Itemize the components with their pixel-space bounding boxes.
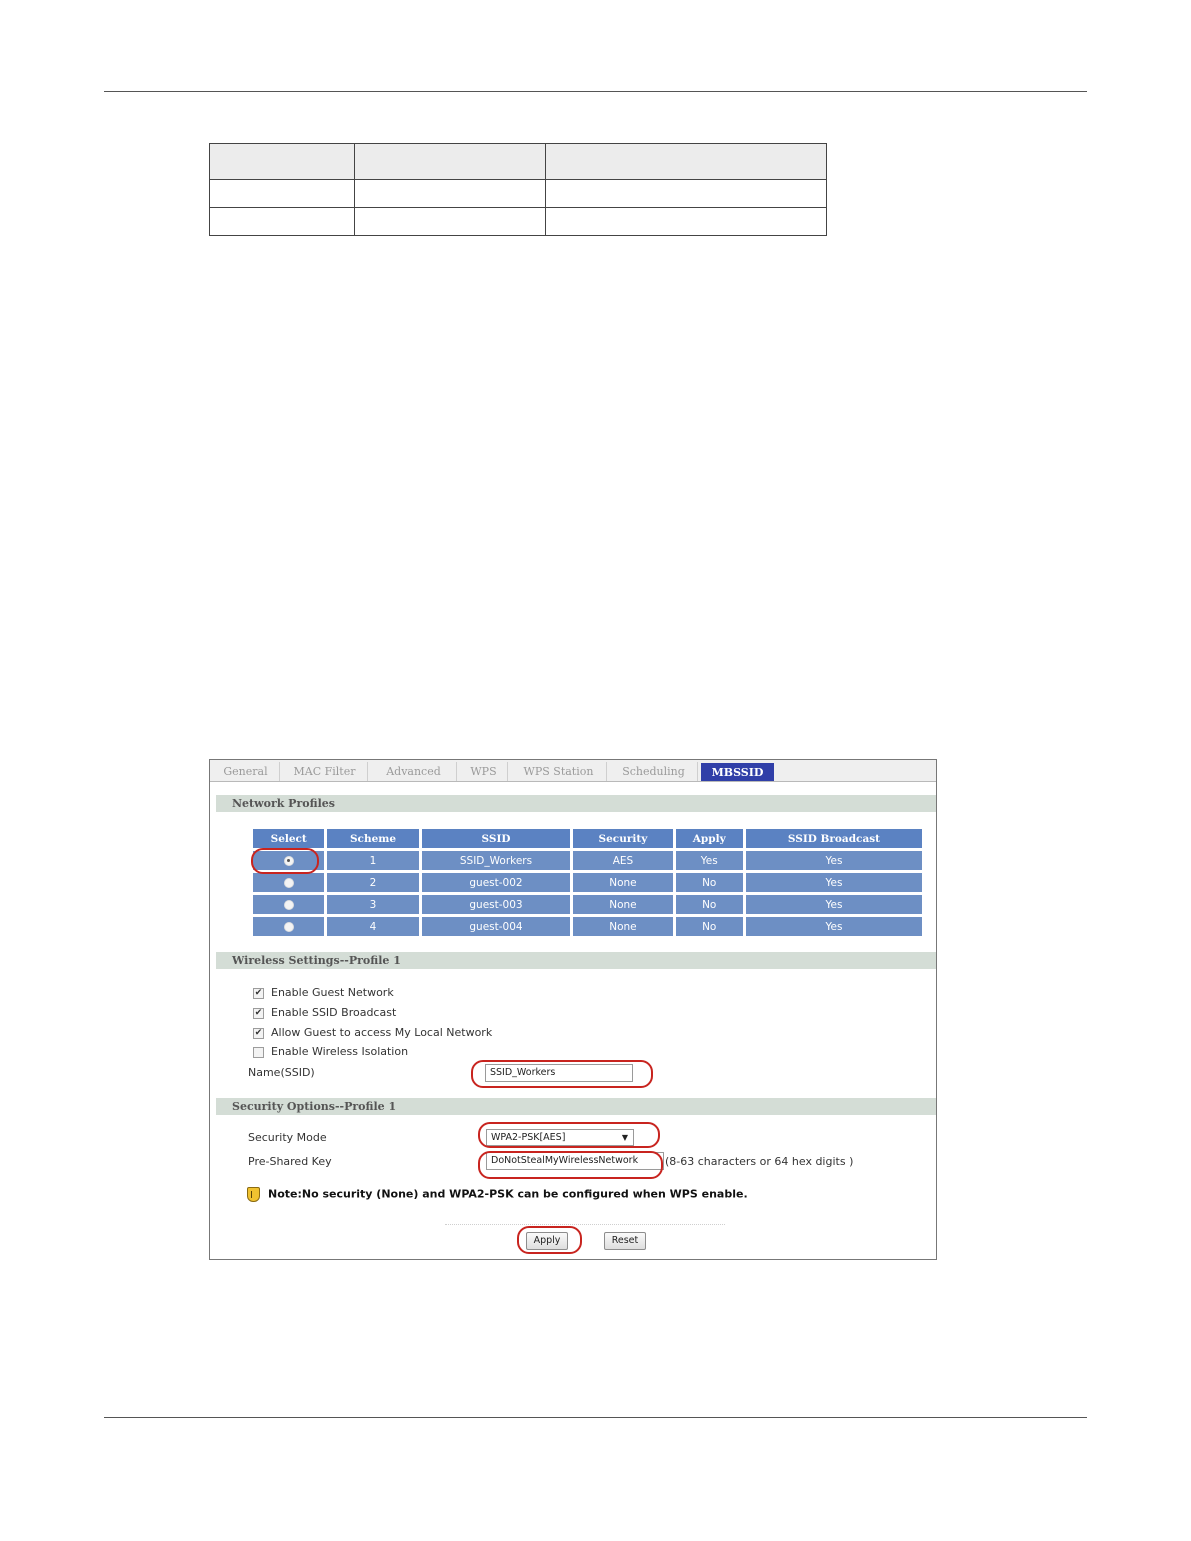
profile-radio-3[interactable] xyxy=(284,900,294,910)
enable-guest-network-checkbox[interactable]: ✔ xyxy=(254,987,263,998)
checkbox-row-wireless-isolation xyxy=(253,1044,408,1060)
security-mode-value: WPA2-PSK[AES] xyxy=(491,1132,566,1143)
apply-cell: No xyxy=(676,895,743,914)
page-footer-rule xyxy=(104,1417,1087,1418)
broadcast-cell: Yes xyxy=(746,917,922,936)
select-cell xyxy=(253,851,324,870)
enable-ssid-broadcast-checkbox[interactable]: ✔ xyxy=(254,1007,263,1018)
tab-wps[interactable]: WPS xyxy=(460,762,508,781)
pre-shared-key-label: Pre-Shared Key xyxy=(248,1155,332,1168)
tab-wps-station[interactable]: WPS Station xyxy=(511,762,607,781)
wps-note xyxy=(247,1187,748,1202)
table-row xyxy=(253,895,922,914)
security-cell: None xyxy=(573,873,672,892)
reset-button[interactable]: Reset xyxy=(604,1232,646,1250)
allow-guest-local-network-label: Allow Guest to access My Local Network xyxy=(271,1026,493,1039)
ssid-cell: SSID_Workers xyxy=(422,851,571,870)
apply-cell: Yes xyxy=(676,851,743,870)
profile-radio-2[interactable] xyxy=(284,878,294,888)
col-ssid-broadcast: SSID Broadcast xyxy=(746,829,922,848)
profile-radio-4[interactable] xyxy=(284,922,294,932)
scheme-cell: 3 xyxy=(327,895,418,914)
network-profiles-table xyxy=(250,826,925,939)
apply-cell: No xyxy=(676,873,743,892)
select-cell xyxy=(253,917,324,936)
tab-bar xyxy=(210,760,936,782)
security-cell: None xyxy=(573,917,672,936)
tab-scheduling[interactable]: Scheduling xyxy=(610,762,698,781)
pre-shared-key-hint: (8-63 characters or 64 hex digits ) xyxy=(665,1155,854,1168)
document-table xyxy=(209,143,827,236)
note-text: Note:No security (None) and WPA2-PSK can be configured when WPS enable. xyxy=(268,1187,748,1201)
tab-mbssid[interactable]: MBSSID xyxy=(701,763,774,781)
broadcast-cell: Yes xyxy=(746,851,922,870)
col-select: Select xyxy=(253,829,324,848)
checkbox-row-enable-guest-network xyxy=(253,985,394,1001)
tab-advanced[interactable]: Advanced xyxy=(371,762,457,781)
scheme-cell: 2 xyxy=(327,873,418,892)
pre-shared-key-input[interactable]: DoNotStealMyWirelessNetwork xyxy=(486,1152,664,1170)
tab-mac-filter[interactable]: MAC Filter xyxy=(282,762,368,781)
apply-cell: No xyxy=(676,917,743,936)
name-ssid-label: Name(SSID) xyxy=(248,1066,315,1079)
security-cell: AES xyxy=(573,851,672,870)
profile-radio-1[interactable] xyxy=(284,856,294,866)
security-mode-label: Security Mode xyxy=(248,1131,327,1144)
col-security: Security xyxy=(573,829,672,848)
table-row xyxy=(253,873,922,892)
scheme-cell: 1 xyxy=(327,851,418,870)
scheme-cell: 4 xyxy=(327,917,418,936)
section-security-options: Security Options--Profile 1 xyxy=(216,1098,936,1115)
checkbox-row-enable-ssid-broadcast xyxy=(253,1005,396,1021)
section-network-profiles: Network Profiles xyxy=(216,795,936,812)
ssid-cell: guest-003 xyxy=(422,895,571,914)
ssid-cell: guest-002 xyxy=(422,873,571,892)
enable-ssid-broadcast-label: Enable SSID Broadcast xyxy=(271,1006,397,1019)
page-header-rule xyxy=(104,91,1087,92)
enable-wireless-isolation-label: Enable Wireless Isolation xyxy=(271,1045,409,1058)
select-cell xyxy=(253,895,324,914)
select-cell xyxy=(253,873,324,892)
allow-guest-local-network-checkbox[interactable]: ✔ xyxy=(254,1027,263,1038)
col-scheme: Scheme xyxy=(327,829,418,848)
apply-button[interactable]: Apply xyxy=(526,1232,568,1250)
document-table-header-row xyxy=(210,144,827,180)
table-row xyxy=(253,851,922,870)
dropdown-arrow-icon: ▼ xyxy=(621,1133,628,1142)
tab-general[interactable]: General xyxy=(212,762,280,781)
section-wireless-settings: Wireless Settings--Profile 1 xyxy=(216,952,936,969)
divider xyxy=(445,1224,725,1225)
enable-guest-network-label: Enable Guest Network xyxy=(271,986,394,999)
checkbox-row-allow-guest-local xyxy=(253,1025,492,1041)
enable-wireless-isolation-checkbox[interactable] xyxy=(253,1047,264,1058)
table-row xyxy=(253,917,922,936)
mbssid-screenshot-panel xyxy=(209,759,937,1260)
document-table-row xyxy=(210,208,827,236)
broadcast-cell: Yes xyxy=(746,873,922,892)
security-mode-select[interactable] xyxy=(486,1129,634,1146)
broadcast-cell: Yes xyxy=(746,895,922,914)
col-apply: Apply xyxy=(676,829,743,848)
note-icon xyxy=(247,1187,260,1202)
document-table-row xyxy=(210,180,827,208)
security-cell: None xyxy=(573,895,672,914)
ssid-name-input[interactable]: SSID_Workers xyxy=(485,1064,633,1082)
profiles-header-row xyxy=(253,829,922,848)
ssid-cell: guest-004 xyxy=(422,917,571,936)
col-ssid: SSID xyxy=(422,829,571,848)
